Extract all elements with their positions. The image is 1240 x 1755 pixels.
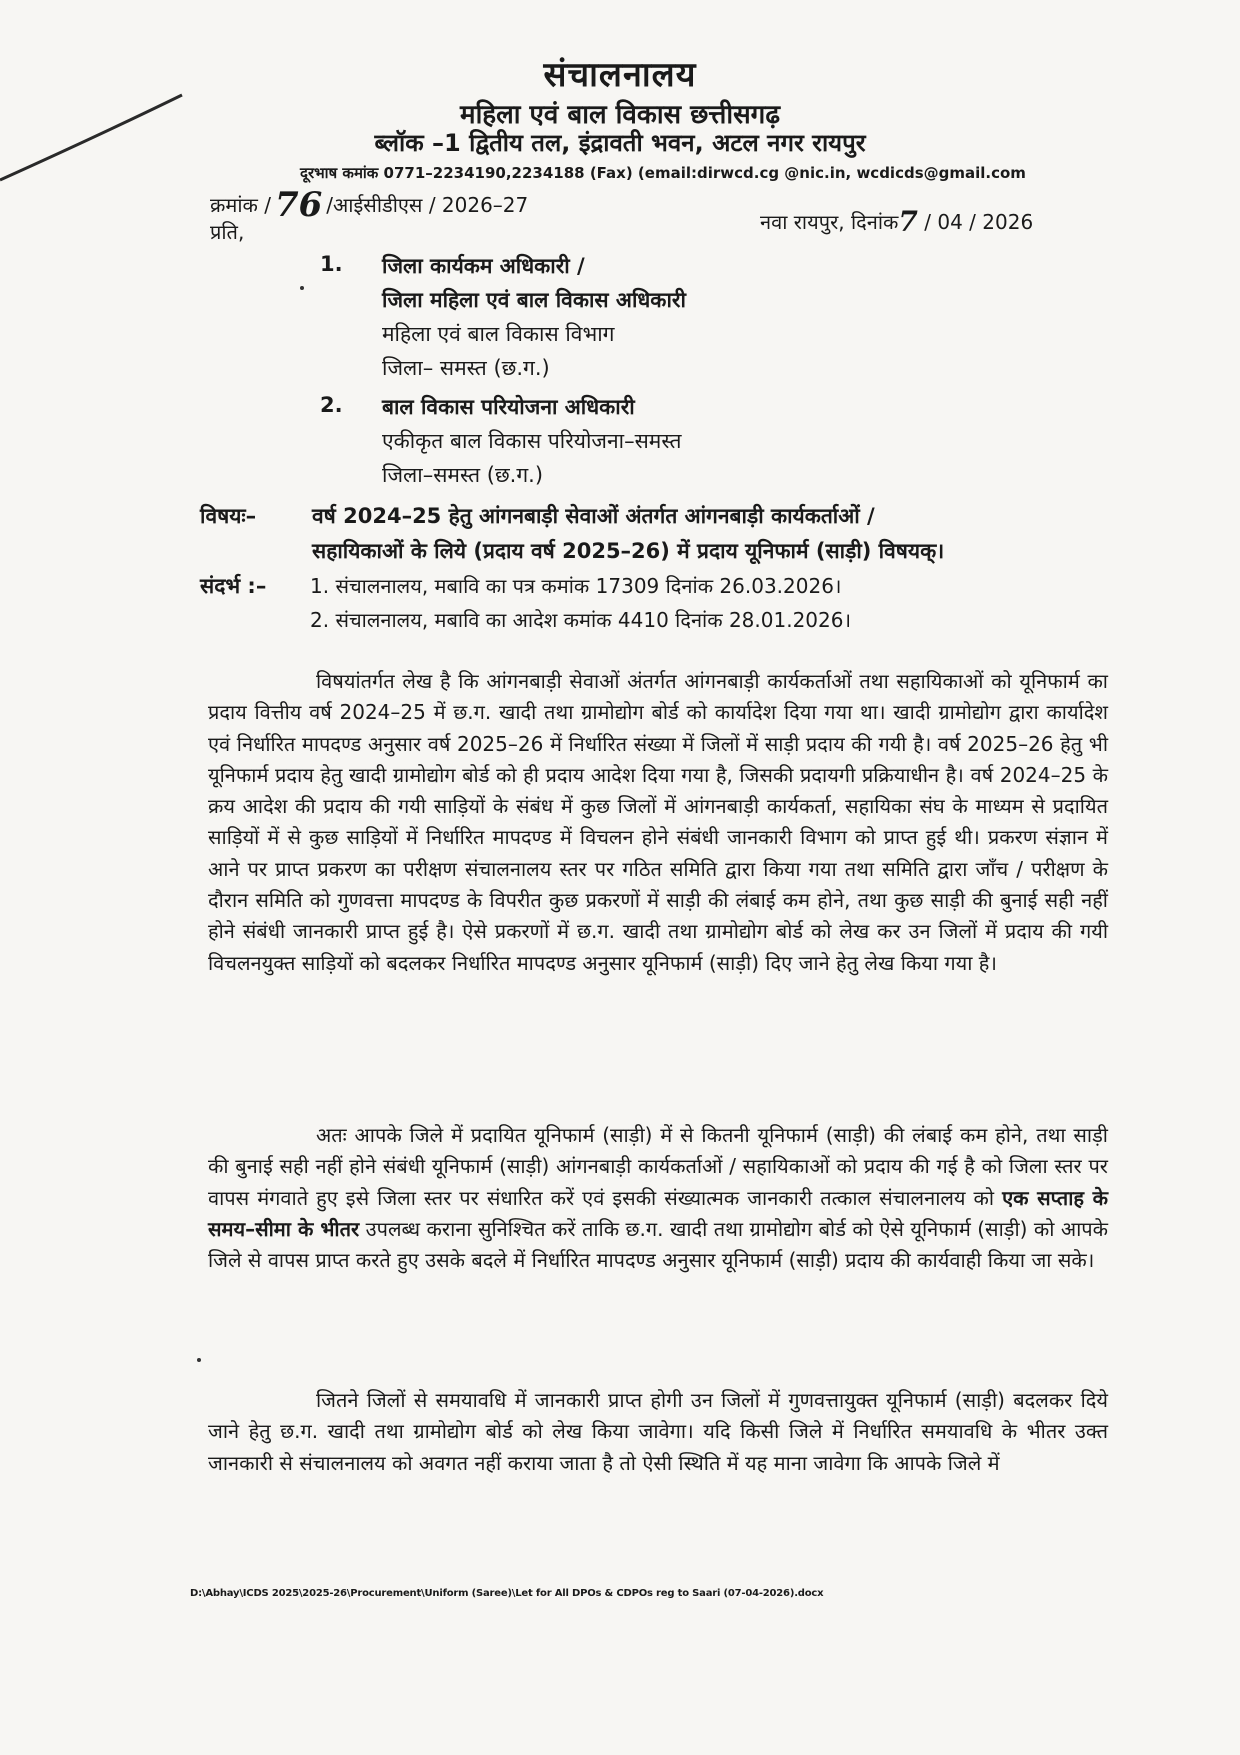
reference-item: 2. संचालनालय, मबावि का आदेश कमांक 4410 दिनांक 28.01.2026। [310,608,852,632]
body-paragraph-2 [208,1120,1108,1276]
subject-line: सहायिकाओं के लिये (प्रदाय वर्ष 2025–26) में प्रदाय यूनिफार्म (साड़ी) विषयक्। [312,539,945,563]
date-handwritten-day: 7 [898,205,918,238]
paragraph-text: विषयांतर्गत लेख है कि आंगनबाड़ी सेवाओं अंतर्गत आंगनबाड़ी कार्यकर्ताओं तथा सहायिकाओं को यूनिफार्म का प्रदाय वित्तीय वर्ष 2024–25 में छ.ग. खादी तथा ग्रामोद्योग बोर्ड को कार्यादेश दिया गया था। खादी ग्रामोद्योग द्वारा कार्यादेश एवं निर्धारित मापदण्ड अनुसार वर्ष 2025–26 में निर्धारित संख्या में जिलों में साड़ी प्रदाय की गयी है। वर्ष 2025–26 हेतु भी यूनिफार्म प्रदाय हेतु खादी ग्रामोद्योग बोर्ड को ही प्रदाय आदेश दिया गया है, जिसकी प्रदायगी प्रक्रियाधीन है। वर्ष 2024–25 के क्रय आदेश की प्रदाय की गयी साड़ियों के संबंध में कुछ जिलों में आंगनबाड़ी कार्यकर्ता, सहायिका संघ के माध्यम से प्रदायित साड़ियों में से कुछ साड़ियों में निर्धारित मापदण्ड में विचलन होने संबंधी जानकारी विभाग को प्राप्त हुई थी। प्रकरण संज्ञान में आने पर प्राप्त प्रकरण का परीक्षण संचालनालय स्तर पर गठित समिति द्वारा किया गया तथा समिति द्वारा जाँच / परीक्षण के दौरान समिति को गुणवत्ता मापदण्ड के विपरीत कुछ प्रकरणों में साड़ी की लंबाई कम होने, तथा कुछ साड़ी की बुनाई सही नहीं होने संबंधी जानकारी प्राप्त हुई है। ऐसे प्रकरणों में छ.ग. खादी तथा ग्रामोद्योग बोर्ड को लेख कर उन जिलों में प्रदाय की गयी विचलनयुक्त साड़ियों को बदलकर निर्धारित मापदण्ड अनुसार यूनिफार्म (साड़ी) दिए जाने हेतु लेख किया गया है। [208,669,1108,975]
recipient-lines [382,252,686,388]
body-paragraph-1 [208,666,1108,979]
references-list [310,572,851,640]
subject-label: विषयः– [200,504,257,528]
references-label: संदर्भ :– [200,574,267,598]
recipient-number: 1. [320,252,343,276]
body-paragraph-3 [208,1385,1108,1479]
department-address: ब्लॉक –1 द्वितीय तल, इंद्रावती भवन, अटल नगर रायपुर [374,129,866,157]
file-path-footer: D:\Abhay\ICDS 2025\2025-26\Procurement\Uniform (Saree)\Let for All DPOs & CDPOs reg to Saari (07-04-2026).docx [190,1588,824,1599]
date-suffix: / 04 / 2026 [924,210,1034,234]
department-subtitle: महिला एवं बाल विकास छत्तीसगढ़ [460,100,780,130]
recipient-line: बाल विकास परियोजना अधिकारी [382,395,635,419]
paragraph-text: जितने जिलों से समयावधि में जानकारी प्राप्त होगी उन जिलों में गुणवत्तायुक्त यूनिफार्म (साड़ी) बदलकर दिये जाने हेतु छ.ग. खादी तथा ग्रामोद्योग बोर्ड को लेख किया जावेगा। यदि किसी जिले में निर्धारित समयावधि के भीतर उक्त जानकारी से संचालनालय को अवगत नहीं कराया जाता है तो ऐसी स्थिति में यह माना जावेगा कि आपके जिले में [208,1388,1108,1475]
recipient-line: महिला एवं बाल विकास विभाग [382,322,615,346]
reference-handwritten-number: 76 [274,185,323,225]
reference-number-line [210,185,528,225]
recipient-line: जिला कार्यकम अधिकारी / [382,254,585,278]
recipient-number: 2. [320,393,343,417]
date-prefix: नवा रायपुर, दिनांक [760,210,899,234]
date-line [760,205,1033,238]
reference-suffix: /आईसीडीएस / 2026–27 [326,193,529,217]
subject-line: वर्ष 2024–25 हेतु आंगनबाड़ी सेवाओं अंतर्गत आंगनबाड़ी कार्यकर्ताओं / [312,504,875,528]
department-title: संचालनालय [543,55,697,95]
paragraph-text: उपलब्ध कराना सुनिश्चित करें ताकि छ.ग. खादी तथा ग्रामोद्योग बोर्ड को ऐसे यूनिफार्म (साड़ी) को आपके जिले से वापस प्राप्त करते हुए उसके बदले में निर्धारित मापदण्ड अनुसार यूनिफार्म (साड़ी) प्रदाय की कार्यवाही किया जा सके। [208,1216,1109,1273]
paragraph-text: अतः आपके जिले में प्रदायित यूनिफार्म (साड़ी) में से कितनी यूनिफार्म (साड़ी) की लंबाई कम होने, तथा साड़ी की बुनाई सही नहीं होने संबंधी यूनिफार्म (साड़ी) आंगनबाड़ी कार्यकर्ताओं / सहायिकाओं को प्रदाय की गई है को जिला स्तर पर वापस मंगवाते हुए इसे जिला स्तर पर संधारित करें एवं इसकी संख्यात्मक जानकारी तत्काल संचालनालय को [208,1123,1108,1210]
reference-item: 1. संचालनालय, मबावि का पत्र कमांक 17309 दिनांक 26.03.2026। [310,574,842,598]
recipient-line: एकीकृत बाल विकास परियोजना–समस्त [382,429,682,453]
scan-speck [300,286,304,290]
recipient-lines [382,393,682,495]
recipient-line: जिला– समस्त (छ.ग.) [382,356,550,380]
deadline-emphasis: एक सप्ताह के समय–सीमा के भीतर [208,1185,1108,1241]
prati-label: प्रति, [210,220,245,244]
department-contact: दूरभाष कमांक 0771–2234190,2234188 (Fax) (email:dirwcd.cg @nic.in, wcdicds@gmail.com [300,164,1026,182]
recipient-line: जिला–समस्त (छ.ग.) [382,463,544,487]
reference-prefix: क्रमांक / [210,193,271,217]
recipient-line: जिला महिला एवं बाल विकास अधिकारी [382,288,686,312]
scan-speck [197,1358,201,1362]
